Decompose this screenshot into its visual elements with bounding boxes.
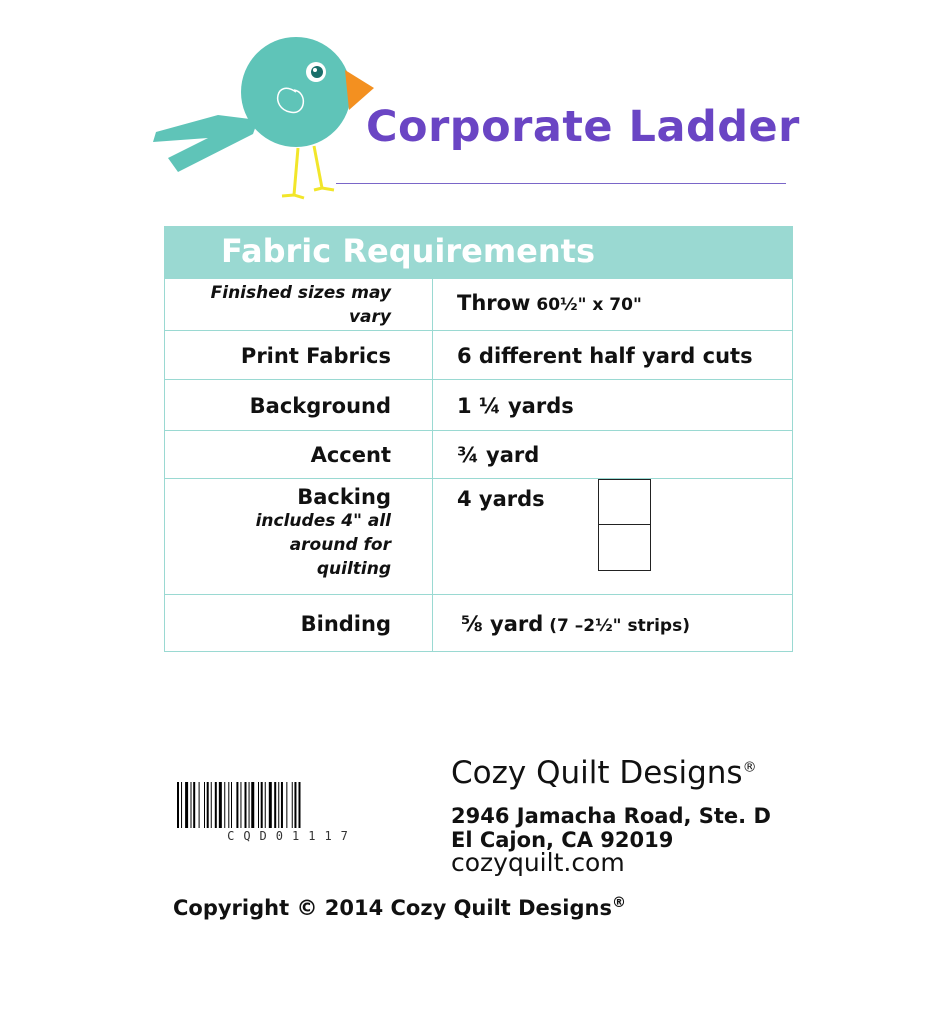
barcode — [175, 780, 410, 844]
fabric-requirements-table — [164, 226, 793, 652]
backing-note: includes 4" all around for quilting — [255, 511, 391, 579]
barcode-bar — [219, 782, 222, 828]
row-label: Backing — [297, 485, 391, 509]
barcode-bar — [231, 782, 232, 828]
barcode-bar — [199, 782, 200, 828]
address-line-1: 2946 Jamacha Road, Ste. D — [451, 804, 771, 828]
row-label: Print Fabrics — [240, 344, 391, 368]
size-name: Throw — [457, 291, 531, 315]
registered-mark: ® — [742, 759, 757, 776]
table-row-accent — [165, 430, 792, 478]
table-row-binding — [165, 594, 792, 651]
size-dimensions: 60½" x 70" — [530, 295, 642, 315]
barcode-bar — [265, 782, 266, 828]
barcode-bar — [193, 782, 195, 828]
barcode-bar — [236, 782, 238, 828]
barcode-bar — [181, 782, 182, 828]
row-value: 1 ¼ yards — [457, 394, 574, 418]
row-label: Accent — [310, 443, 391, 467]
barcode-bar — [258, 782, 259, 828]
barcode-bar — [204, 782, 205, 828]
pattern-title: Corporate Ladder — [366, 102, 800, 152]
barcode-bar — [251, 782, 254, 828]
barcode-bar — [245, 782, 247, 828]
finished-size-note: Finished sizes may vary — [210, 283, 391, 327]
table-row-backing — [165, 478, 792, 594]
table-row-background — [165, 379, 792, 430]
row-value: 4 yards — [457, 487, 545, 511]
binding-amount: ⅝ yard — [461, 612, 544, 636]
bird-logo — [148, 30, 378, 205]
barcode-bar — [278, 782, 279, 828]
barcode-bar — [274, 782, 276, 828]
row-value: 6 different half yard cuts — [457, 344, 753, 368]
table-heading: Fabric Requirements — [221, 232, 595, 270]
barcode-bar — [240, 782, 241, 828]
row-value — [461, 612, 690, 636]
backing-panel — [598, 479, 651, 525]
barcode-bar — [224, 782, 225, 828]
company-website[interactable]: cozyquilt.com — [451, 848, 625, 877]
row-value: ¾ yard — [457, 443, 540, 467]
barcode-number: CQD01117 — [227, 829, 357, 843]
row-label: Binding — [300, 612, 391, 636]
barcode-bar — [177, 782, 179, 828]
barcode-bar — [211, 782, 212, 828]
barcode-bar — [215, 782, 217, 828]
barcode-bar — [261, 782, 263, 828]
registered-mark: ® — [611, 895, 626, 911]
barcode-bar — [299, 782, 301, 828]
barcode-bar — [269, 782, 272, 828]
barcode-bar — [191, 782, 192, 828]
title-underline — [336, 183, 786, 184]
barcode-bar — [281, 782, 283, 828]
barcode-bar — [292, 782, 293, 828]
company-address — [451, 804, 771, 852]
binding-strips: (7 –2½" strips) — [543, 616, 690, 636]
barcode-bar — [286, 782, 287, 828]
barcode-bar — [185, 782, 188, 828]
table-row-print-fabrics — [165, 330, 792, 379]
size-value — [457, 291, 642, 315]
barcode-bar — [207, 782, 209, 828]
copyright-notice: Copyright © 2014 Cozy Quilt Designs® — [173, 895, 626, 920]
backing-diagram — [598, 479, 651, 571]
table-header — [165, 227, 792, 278]
table-row-size — [165, 278, 792, 330]
company-name: Cozy Quilt Designs® — [451, 755, 757, 791]
row-label: Background — [249, 394, 391, 418]
barcode-bar — [228, 782, 229, 828]
address-line-2: El Cajon, CA 92019 — [451, 828, 674, 852]
barcode-bar — [294, 782, 296, 828]
backing-panel — [598, 525, 651, 571]
barcode-bar — [249, 782, 250, 828]
